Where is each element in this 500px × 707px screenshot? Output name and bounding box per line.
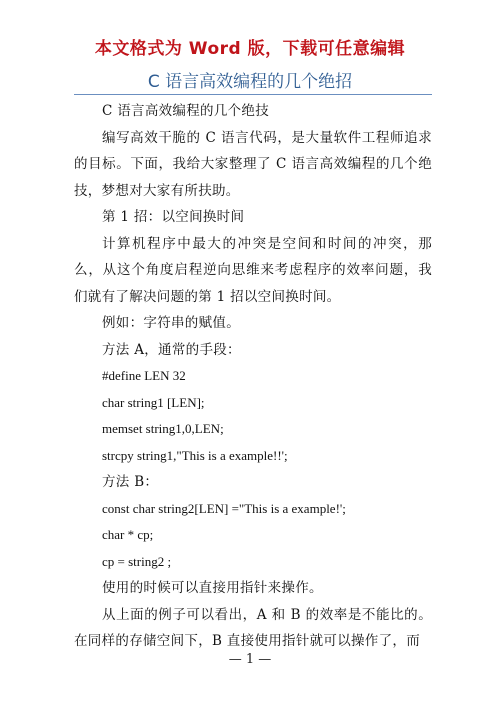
paragraph-tip-1-body: 计算机程序中最大的冲突是空间和时间的冲突，那么，从这个角度启程逆向思维来考虑程序的效率问题，我们就有了解决问题的第 1 招以空间换时间。 bbox=[74, 235, 432, 305]
paragraph-tip-1-heading: 第 1 招：以空间换时间 bbox=[102, 209, 245, 225]
paragraph-comparison: 从上面的例子可以看出，A 和 B 的效率是不能比的。在同样的存储空间下，B 直接使用指针就可以操作了，而 bbox=[74, 606, 432, 649]
paragraph-pointer-usage: 使用的时候可以直接用指针来操作。 bbox=[102, 580, 323, 596]
code-line-char-cp: char * cp; bbox=[102, 527, 154, 542]
document-body bbox=[74, 98, 432, 655]
word-format-banner: 本文格式为 Word 版，下载可任意编辑 bbox=[94, 39, 406, 59]
code-line-cp-assign: cp = string2 ; bbox=[102, 553, 172, 569]
document-title: C 语言高效编程的几个绝招 bbox=[147, 72, 353, 92]
paragraph-subtitle: C 语言高效编程的几个绝技 bbox=[102, 103, 270, 119]
code-line-const-char: const char string2[LEN] ="This is a example!'; bbox=[102, 500, 346, 516]
paragraph-intro: 编写高效干脆的 C 语言代码，是大量软件工程师追求的目标。下面，我给大家整理了 C 语言高效编程的几个绝技，梦想对大家有所扶助。 bbox=[74, 129, 432, 199]
code-line-char-string1: char string1 [LEN]; bbox=[102, 394, 205, 410]
code-line-strcpy: strcpy string1,"This is a example!!'; bbox=[102, 447, 288, 463]
paragraph-method-a: 方法 A，通常的手段： bbox=[102, 341, 241, 358]
paragraph-method-b: 方法 B： bbox=[102, 474, 159, 490]
page-number: — 1 — bbox=[228, 652, 272, 667]
title-underline bbox=[74, 94, 432, 95]
code-line-memset: memset string1,0,LEN; bbox=[102, 421, 224, 436]
paragraph-example: 例如：字符串的赋值。 bbox=[102, 315, 240, 331]
code-line-define: #define LEN 32 bbox=[102, 368, 186, 383]
